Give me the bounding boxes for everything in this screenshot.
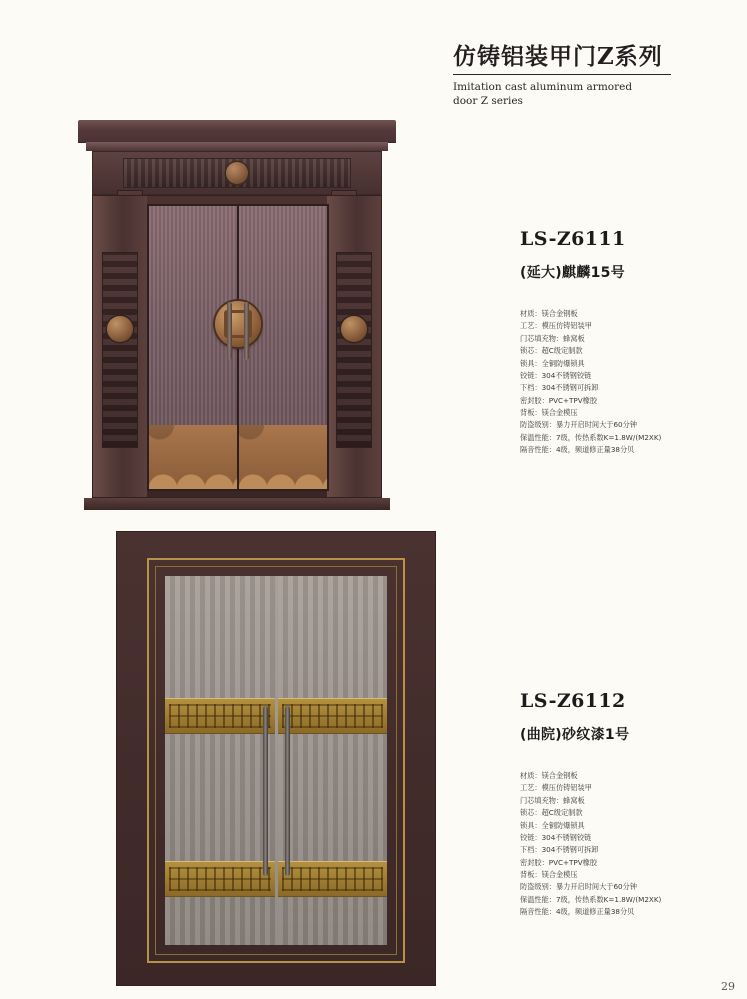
door2-right-bottom-pattern-band bbox=[278, 861, 388, 897]
door1-left-pillar-medallion-icon bbox=[107, 316, 133, 342]
door1-left-pillar-pattern bbox=[102, 252, 138, 448]
page-header bbox=[453, 38, 713, 108]
door1-right-pillar-medallion-icon bbox=[341, 316, 367, 342]
door1-left-handle bbox=[227, 302, 232, 360]
product-1-info bbox=[520, 228, 735, 457]
door2-left-bottom-pattern-band bbox=[165, 861, 275, 897]
door1-body bbox=[92, 195, 382, 498]
door2-left-top-pattern-band bbox=[165, 698, 275, 734]
spec-sealant: 密封胶：PVC+TPV橡胶 bbox=[520, 395, 598, 405]
door1-center-medallion-icon bbox=[215, 301, 261, 347]
door1-right-handle bbox=[244, 302, 249, 360]
door1-right-leaf bbox=[239, 206, 327, 489]
door1-leaves bbox=[147, 204, 329, 491]
spec-hinge: 铰链：304不锈钢铰链 bbox=[520, 832, 592, 842]
door1-cornice bbox=[78, 120, 396, 142]
door-image-1 bbox=[78, 120, 396, 510]
spec-core-filling: 门芯填充物：蜂窝板 bbox=[520, 795, 585, 805]
spec-material: 材质：镁合金钢板 bbox=[520, 309, 578, 318]
door1-transom-medallion-icon bbox=[226, 162, 248, 184]
spec-lock-hardware: 锁具：全铜防爆锁具 bbox=[520, 820, 585, 830]
door2-right-top-pattern-band bbox=[278, 698, 388, 734]
spec-backplate: 背板：镁合金模压 bbox=[520, 870, 578, 879]
spec-sealant: 密封胶：PVC+TPV橡胶 bbox=[520, 857, 598, 867]
page-number: 29 bbox=[721, 980, 735, 993]
door2-left-handle bbox=[263, 706, 268, 876]
product-2-name: (曲院)砂纹漆1号 bbox=[520, 727, 630, 743]
door1-right-pillar bbox=[327, 196, 381, 497]
spec-core-filling: 门芯填充物：蜂窝板 bbox=[520, 333, 585, 343]
door2-right-handle bbox=[285, 706, 290, 876]
spec-lock-hardware: 锁具：全铜防爆锁具 bbox=[520, 358, 585, 368]
spec-lock-cylinder: 锁芯：超C级定制款 bbox=[520, 346, 583, 356]
product-1-model: LS-Z6111 bbox=[520, 228, 626, 250]
product-1-specs bbox=[520, 308, 735, 457]
door1-left-scallop-pattern bbox=[149, 425, 237, 489]
door1-cornice-lower bbox=[86, 142, 388, 151]
product-2-specs bbox=[520, 770, 735, 919]
spec-sound-insulation: 隔音性能：4级，频道修正量38分贝 bbox=[520, 907, 635, 917]
product-2-model: LS-Z6112 bbox=[520, 690, 626, 712]
spec-process: 工艺：模压仿铸铝装甲 bbox=[520, 783, 592, 793]
spec-threshold: 下档：304不锈钢可拆卸 bbox=[520, 383, 599, 393]
door1-left-pillar bbox=[93, 196, 147, 497]
spec-lock-cylinder: 锁芯：超C级定制款 bbox=[520, 808, 583, 818]
door1-right-pillar-pattern bbox=[336, 252, 372, 448]
header-divider bbox=[453, 74, 671, 75]
spec-backplate: 背板：镁合金模压 bbox=[520, 408, 578, 417]
door2-left-leaf bbox=[165, 576, 275, 945]
spec-insulation: 保温性能：7级，传热系数K=1.8W/(M2XK) bbox=[520, 894, 662, 904]
door-image-2 bbox=[116, 531, 436, 986]
spec-threshold: 下档：304不锈钢可拆卸 bbox=[520, 845, 599, 855]
spec-hinge: 铰链：304不锈钢铰链 bbox=[520, 370, 592, 380]
door2-right-leaf bbox=[278, 576, 388, 945]
door1-transom bbox=[92, 151, 382, 195]
spec-process: 工艺：模压仿铸铝装甲 bbox=[520, 321, 592, 331]
spec-material: 材质：镁合金钢板 bbox=[520, 771, 578, 780]
product-2-info bbox=[520, 690, 735, 919]
door1-threshold bbox=[84, 498, 390, 510]
door1-right-scallop-pattern bbox=[239, 425, 327, 489]
spec-sound-insulation: 隔音性能：4级，频道修正量38分贝 bbox=[520, 445, 635, 455]
spec-insulation: 保温性能：7级，传热系数K=1.8W/(M2XK) bbox=[520, 432, 662, 442]
series-title-en: Imitation cast aluminum armored door Z series bbox=[453, 81, 633, 108]
door2-leaves bbox=[165, 576, 387, 945]
spec-security-grade: 防盗级别：暴力开启时间大于60分钟 bbox=[520, 420, 637, 430]
door1-left-leaf bbox=[149, 206, 237, 489]
product-1-name: (延大)麒麟15号 bbox=[520, 265, 625, 281]
spec-security-grade: 防盗级别：暴力开启时间大于60分钟 bbox=[520, 882, 637, 892]
door1-transom-pattern bbox=[123, 158, 351, 188]
series-title-cn: 仿铸铝装甲门Z系列 bbox=[453, 43, 663, 70]
